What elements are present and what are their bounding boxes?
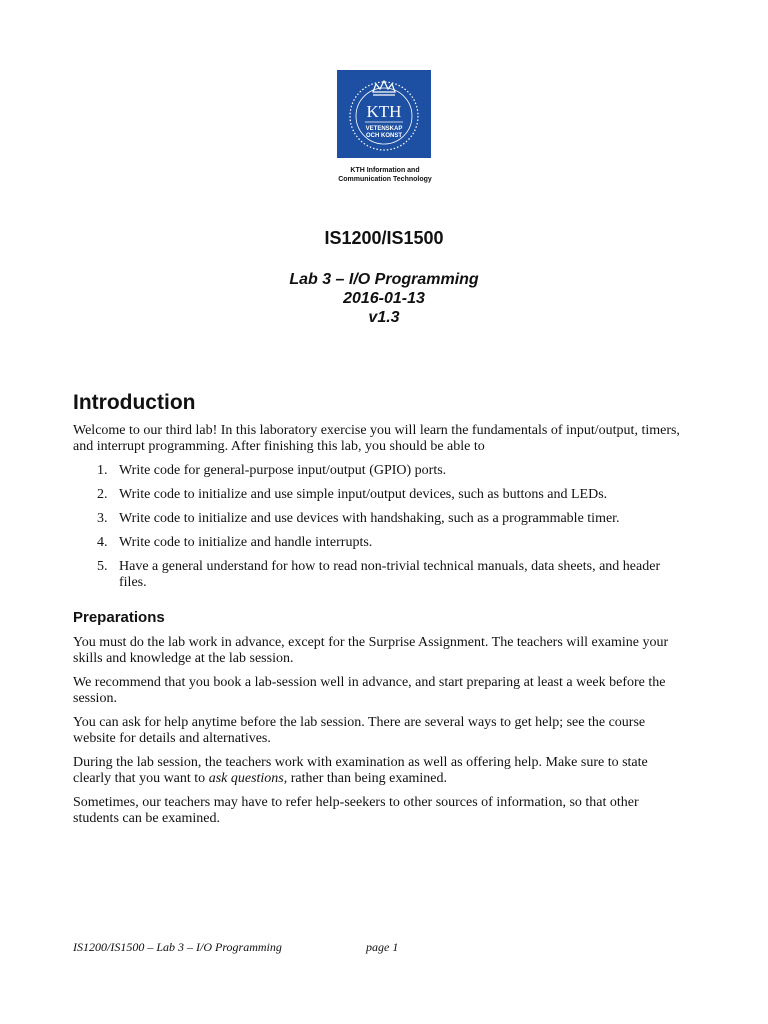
course-code: IS1200/IS1500 (324, 228, 444, 248)
list-number: 4. (97, 535, 108, 550)
logo-wordmark: KTH (366, 102, 402, 121)
logo-motto-line2: OCH KONST (366, 133, 402, 139)
list-item (73, 463, 685, 479)
document-version: v1.3 (368, 309, 400, 326)
main-content (73, 390, 685, 835)
p4-text-before: During the lab session, the teachers work with examination as well as offering help. Make sure to state clearly that you want to (73, 755, 648, 786)
introduction-heading: Introduction (73, 391, 196, 414)
preparations-heading: Preparations (73, 609, 165, 626)
list-text: Write code for general-purpose input/output (GPIO) ports. (119, 463, 447, 478)
objectives-list (73, 463, 685, 591)
list-item (73, 487, 685, 503)
logo-motto-line1: VETENSKAP (365, 126, 403, 132)
list-text: Have a general understand for how to read non-trivial technical manuals, data sheets, and header files. (119, 559, 661, 590)
p4-text-after: , rather than being examined. (283, 771, 448, 786)
preparations-paragraph-4 (73, 755, 685, 787)
list-text: Write code to initialize and use devices with handshaking, such as a programmable timer. (119, 511, 620, 526)
logo-caption-line2: Communication Technology (338, 176, 432, 183)
p4-emphasis: ask questions (208, 771, 284, 786)
preparations-paragraph-1: You must do the lab work in advance, except for the Surprise Assignment. The teachers will examine your skills and knowledge at the lab session. (73, 635, 669, 666)
preparations-paragraph-3: You can ask for help anytime before the lab session. There are several ways to get help; see the course website for details and alternatives. (73, 715, 646, 746)
kth-logo (337, 70, 431, 158)
page-footer (73, 940, 473, 955)
list-number: 1. (97, 463, 108, 478)
logo-caption-line1: KTH Information and (350, 167, 420, 174)
list-number: 5. (97, 559, 108, 574)
introduction-paragraph: Welcome to our third lab! In this laboratory exercise you will learn the fundamentals of input/output, timers, and interrupt programming. After finishing this lab, you should be able to (73, 423, 680, 454)
preparations-paragraph-5: Sometimes, our teachers may have to refer help-seekers to other sources of information, so that other students can be examined. (73, 795, 639, 826)
list-item (73, 511, 685, 527)
list-text: Write code to initialize and handle interrupts. (119, 535, 373, 550)
footer-page-number: page 1 (366, 940, 399, 954)
list-item (73, 559, 685, 591)
subtitle-block (0, 270, 768, 327)
list-number: 3. (97, 511, 108, 526)
lab-title: Lab 3 – I/O Programming (289, 271, 479, 288)
list-number: 2. (97, 487, 108, 502)
document-date: 2016-01-13 (343, 290, 425, 307)
logo-caption (300, 166, 470, 184)
list-text: Write code to initialize and use simple input/output devices, such as buttons and LEDs. (119, 487, 608, 502)
kth-crest-icon (337, 70, 431, 158)
footer-document-title: IS1200/IS1500 – Lab 3 – I/O Programming (73, 940, 282, 954)
preparations-paragraph-2: We recommend that you book a lab-session well in advance, and start preparing at least a week before the session. (73, 675, 666, 706)
list-item (73, 535, 685, 551)
